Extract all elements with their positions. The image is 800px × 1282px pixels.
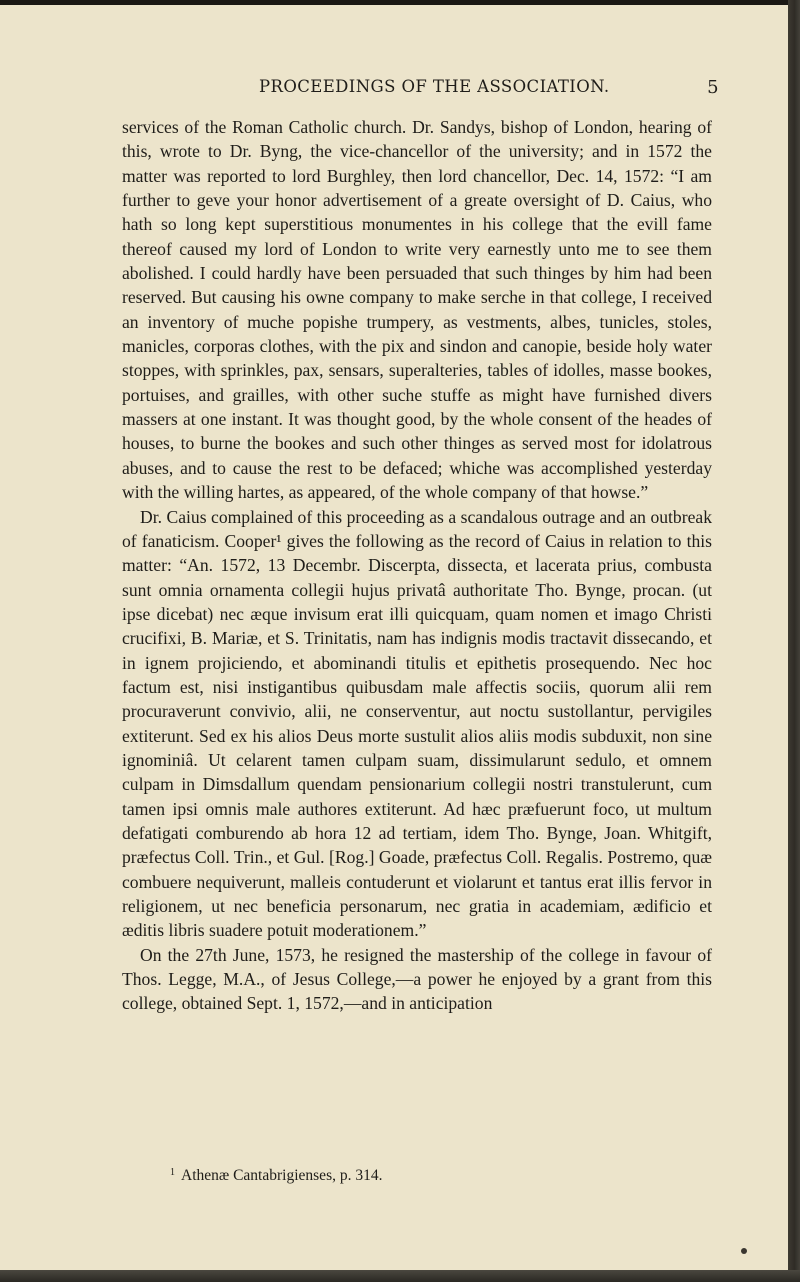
page-number: 5 bbox=[707, 77, 719, 98]
page-edge-bottom bbox=[0, 1270, 800, 1282]
paragraph: Dr. Caius complained of this proceeding as a scandalous outrage and an outbreak of fanaticism. Cooper¹ gives the following as the record of Caius in relation to this matter: “An. 1572, 13 Decembr. Discerpta, dissecta, et lacerata prius, combusta sunt omnia ornamenta collegii hujus privatâ authoritate Tho. Bynge, procan. (ut ipse dicebat) nec æque invisum erat illi quicquam, quam nomen et imago Christi crucifixi, B. Mariæ, et S. Trinitatis, nam has indignis modis tractavit dissecando, et in ignem projiciendo, et abominandi titulis et epithetis prosequendo. Nec hoc factum est, nisi instigantibus quibusdam male affectis sociis, quorum alii rem procuraverunt convivio, alii, ne conserventur, aut noctu sustollantur, pervigiles extiterunt. Sed ex his alios Deus morte sustulit alios aliis modis subduxit, non sine ignominiâ. Ut celarent tamen culpam suam, dissimularunt sedulo, et omnem culpam in Dimsdallum quendam pensionarium collegii nostri transtulerunt, cum tamen ipsi omnis male authores extiterunt. Ad hæc præfuerunt foco, ut multum defatigati comburendo ab hora 12 ad tertiam, idem Tho. Bynge, Joan. Whitgift, præfectus Coll. Trin., et Gul. [Rog.] Goade, præfectus Coll. Regalis. Postremo, quæ combuere nequiverunt, malleis contuderunt et violarunt et tantus erat illis fervor in religionem, ut nec beneficia personarum, nec gratia in academiam, ædificio et æditis libris suadere potuit moderationem.” bbox=[122, 506, 712, 941]
footnote-text: Athenæ Cantabrigienses, p. 314. bbox=[181, 1167, 383, 1184]
body-text bbox=[122, 115, 712, 1016]
footnote bbox=[170, 1167, 690, 1185]
running-title: PROCEEDINGS OF THE ASSOCIATION. bbox=[259, 77, 610, 96]
running-header bbox=[259, 77, 719, 101]
page-edge-right bbox=[788, 0, 800, 1282]
paragraph: services of the Roman Catholic church. Dr. Sandys, bishop of London, hearing of this, wrote to Dr. Byng, the vice-chancellor of the university; and in 1572 the matter was reported to lord Burghley, then lord chancellor, Dec. 14, 1572: “I am further to geve your honor advertisement of a greate oversight of D. Caius, who hath so long kept superstitious monumentes in his college that the evill fame thereof caused my lord of London to write very earnestly unto me to see them abolished. I could hardly have been persuaded that such thinges by him had been reserved. But causing his owne company to make serche in that college, I received an inventory of muche popishe trumpery, as vestments, albes, tunicles, stoles, manicles, corporas clothes, with the pix and sindon and canopie, beside holy water stoppes, with sprinkles, pax, sensars, superalteries, tables of idolles, masse bookes, portuises, and grailles, with other suche stuffe as might have furnished divers massers at one instant. It was thought good, by the whole consent of the heades of houses, to burne the bookes and such other thinges as served most for idolatrous abuses, and to cause the rest to be defaced; whiche was accomplished yesterday with the willing hartes, as appeared, of the whole company of that howse.” bbox=[122, 117, 712, 503]
footnote-marker: 1 bbox=[170, 1167, 175, 1178]
ink-spot bbox=[741, 1248, 747, 1254]
paragraph: On the 27th June, 1573, he resigned the mastership of the college in favour of Thos. Legge, M.A., of Jesus College,—a power he enjoyed by a grant from this college, obtained Sept. 1, 1572,—and in anticipation bbox=[122, 944, 712, 1014]
